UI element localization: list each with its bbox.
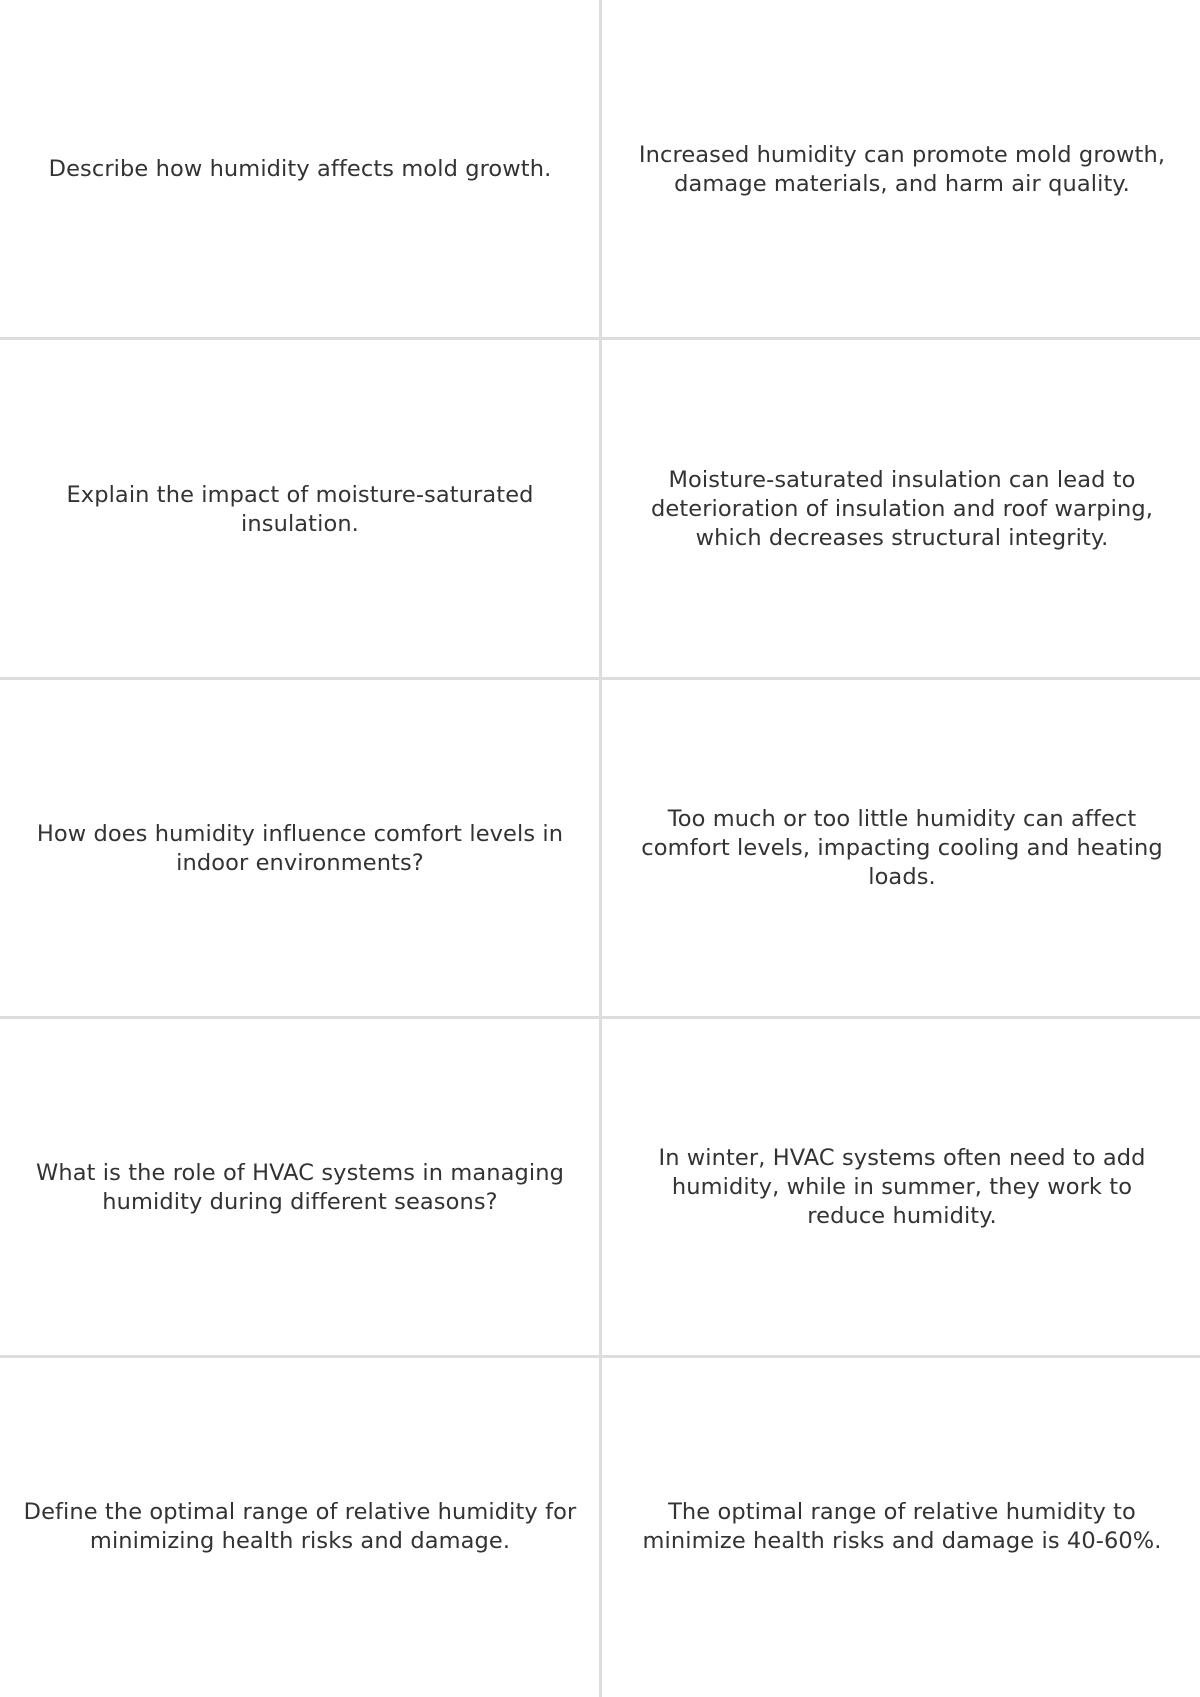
column-divider bbox=[599, 0, 602, 1697]
flashcard-question bbox=[0, 0, 600, 339]
flashcard-answer bbox=[600, 1018, 1200, 1357]
flashcard-question bbox=[0, 1357, 600, 1696]
flashcard-question bbox=[0, 1018, 600, 1357]
flashcard-question bbox=[0, 340, 600, 679]
flashcard-answer bbox=[600, 1357, 1200, 1696]
row-divider bbox=[0, 1355, 1200, 1358]
question-text: How does humidity influence comfort levels in indoor environments? bbox=[36, 820, 564, 876]
flashcard-answer bbox=[600, 0, 1200, 339]
question-text: Define the optimal range of relative humidity for minimizing health risks and damage. bbox=[23, 1498, 577, 1554]
answer-text: The optimal range of relative humidity to minimize health risks and damage is 40-60%. bbox=[642, 1498, 1162, 1554]
question-text: Explain the impact of moisture-saturated insulation. bbox=[66, 481, 534, 537]
answer-text: Increased humidity can promote mold growth, damage materials, and harm air quality. bbox=[638, 141, 1166, 197]
row-divider bbox=[0, 677, 1200, 680]
flashcard-question bbox=[0, 679, 600, 1018]
row-divider bbox=[0, 1016, 1200, 1019]
flashcard-answer bbox=[600, 340, 1200, 679]
answer-text: Too much or too little humidity can affect comfort levels, impacting cooling and heating loads. bbox=[641, 806, 1163, 890]
row-divider bbox=[0, 337, 1200, 340]
question-text: What is the role of HVAC systems in managing humidity during different seasons? bbox=[36, 1159, 564, 1215]
flashcard-answer bbox=[600, 679, 1200, 1018]
question-text: Describe how humidity affects mold growth. bbox=[48, 156, 552, 182]
answer-text: In winter, HVAC systems often need to add humidity, while in summer, they work to reduce humidity. bbox=[658, 1145, 1146, 1229]
answer-text: Moisture-saturated insulation can lead to deterioration of insulation and roof warping, which decreases structural integrity. bbox=[651, 467, 1153, 551]
